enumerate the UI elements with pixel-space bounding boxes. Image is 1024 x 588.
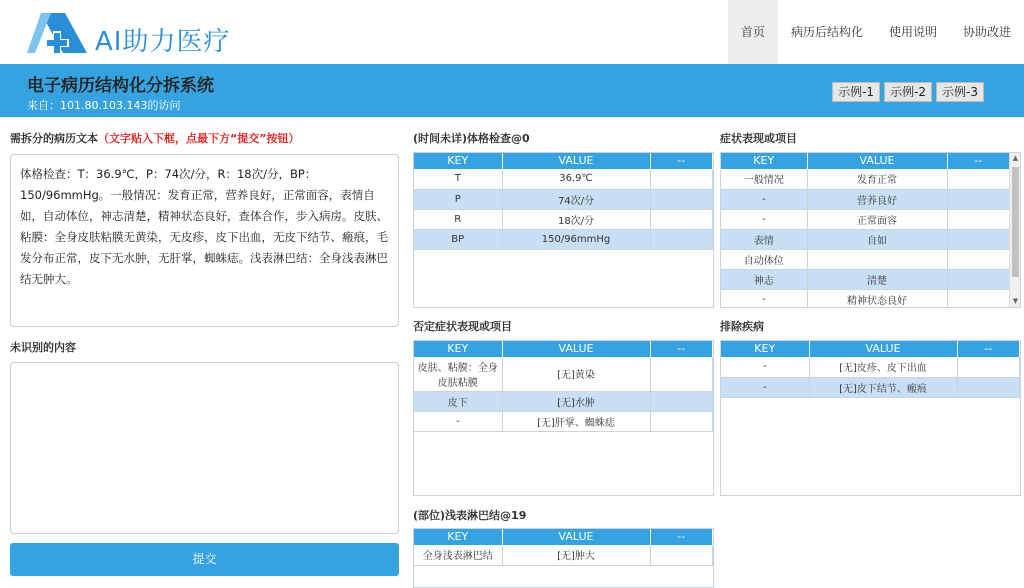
submit-button[interactable]: 提交 <box>10 543 399 576</box>
example-1-button[interactable]: 示例-1 <box>832 82 880 102</box>
symptoms-table-panel <box>720 152 1021 308</box>
value-column-header: VALUE <box>502 529 650 545</box>
row-key: 表情 <box>721 229 807 249</box>
row-extra <box>650 357 713 391</box>
top-navbar <box>0 0 1024 64</box>
exam-table-panel <box>413 152 714 308</box>
example-buttons <box>832 82 984 102</box>
negative-table-title: 否定症状表现或项目 <box>413 320 512 333</box>
unrecognized-content[interactable] <box>11 363 398 381</box>
row-value: 74次/分 <box>502 189 650 209</box>
row-key: - <box>721 357 809 377</box>
example-3-button[interactable]: 示例-3 <box>936 82 984 102</box>
lymph-table <box>414 529 713 566</box>
table-row <box>414 357 713 391</box>
nav-item-home[interactable]: 首页 <box>728 0 778 64</box>
row-key: - <box>414 411 502 431</box>
row-key: 一般情况 <box>721 169 807 189</box>
row-extra <box>957 357 1020 377</box>
lymph-table-panel <box>413 528 714 588</box>
row-extra <box>957 377 1020 397</box>
row-value <box>807 249 947 269</box>
excluded-table <box>721 341 1020 398</box>
row-extra <box>650 411 713 431</box>
row-key: 自动体位 <box>721 249 807 269</box>
row-extra <box>947 209 1010 229</box>
table-row <box>414 189 713 209</box>
row-extra <box>650 545 713 565</box>
key-column-header: KEY <box>414 341 502 357</box>
row-key: 皮下 <box>414 391 502 411</box>
excluded-table-panel <box>720 340 1021 496</box>
unrecognized-textarea[interactable] <box>10 362 399 534</box>
scroll-thumb[interactable] <box>1012 167 1019 277</box>
header-banner <box>0 64 1024 117</box>
row-extra <box>650 169 713 189</box>
table-row <box>721 377 1020 397</box>
symptoms-scrollbar[interactable] <box>1009 153 1020 307</box>
row-extra <box>650 229 713 249</box>
row-extra <box>947 289 1010 308</box>
row-extra <box>947 249 1010 269</box>
visitor-ip-text: 来自：101.80.103.143的访问 <box>27 99 181 112</box>
row-value: 发育正常 <box>807 169 947 189</box>
nav-item-help[interactable]: 使用说明 <box>888 25 937 39</box>
row-extra <box>650 391 713 411</box>
symptoms-table <box>721 153 1010 308</box>
medical-text-input[interactable] <box>10 154 399 327</box>
key-column-header: KEY <box>721 341 809 357</box>
table-row <box>721 289 1010 308</box>
page-title: 电子病历结构化分拆系统 <box>27 76 214 96</box>
row-key: R <box>414 209 502 229</box>
row-value: 自如 <box>807 229 947 249</box>
value-column-header: VALUE <box>807 153 947 169</box>
negative-table <box>414 341 713 432</box>
value-column-header: VALUE <box>809 341 957 357</box>
input-hint: （文字贴入下框，点最下方“提交”按钮） <box>98 132 300 145</box>
table-row <box>414 391 713 411</box>
input-label-text: 需拆分的病历文本 <box>10 132 98 145</box>
scroll-up-arrow-icon[interactable]: ▲ <box>1012 154 1019 162</box>
row-key: BP <box>414 229 502 249</box>
nav-item-structuring[interactable]: 病历后结构化 <box>790 25 863 39</box>
row-extra <box>947 269 1010 289</box>
extra-column-header: -- <box>947 153 1010 169</box>
row-extra <box>650 189 713 209</box>
table-header-row <box>414 153 713 169</box>
table-row <box>721 357 1020 377</box>
unrecognized-label: 未识别的内容 <box>10 341 76 354</box>
input-label <box>10 130 299 146</box>
brand-name: AI助力医疗 <box>95 27 231 57</box>
exam-table <box>414 153 713 250</box>
row-key: - <box>721 209 807 229</box>
row-extra <box>947 189 1010 209</box>
row-value: [无]皮下结节、瘢痕 <box>809 377 957 397</box>
medical-cross-logo-icon <box>27 13 91 53</box>
table-row <box>414 209 713 229</box>
symptoms-table-title: 症状表现或项目 <box>720 132 797 145</box>
row-key: P <box>414 189 502 209</box>
row-value: 36.9℃ <box>502 169 650 189</box>
example-2-button[interactable]: 示例-2 <box>884 82 932 102</box>
row-key: 皮肤、粘膜：全身皮肤粘膜 <box>414 357 502 391</box>
key-column-header: KEY <box>414 529 502 545</box>
table-row <box>721 209 1010 229</box>
row-value: 18次/分 <box>502 209 650 229</box>
table-header-row <box>414 341 713 357</box>
row-value: [无]肿大 <box>502 545 650 565</box>
row-value: [无]皮疹、皮下出血 <box>809 357 957 377</box>
row-extra <box>650 209 713 229</box>
table-row <box>414 545 713 565</box>
table-row <box>721 229 1010 249</box>
lymph-table-title: (部位)浅表淋巴结@19 <box>413 509 527 522</box>
brand-logo[interactable] <box>27 13 231 57</box>
row-value: 精神状态良好 <box>807 289 947 308</box>
row-key: - <box>721 189 807 209</box>
table-row <box>721 189 1010 209</box>
row-key: - <box>721 377 809 397</box>
table-row <box>721 269 1010 289</box>
negative-table-panel <box>413 340 714 496</box>
nav-item-contribute[interactable]: 协助改进 <box>962 25 1011 39</box>
table-row <box>721 169 1010 189</box>
scroll-down-arrow-icon[interactable]: ▼ <box>1012 297 1019 305</box>
extra-column-header: -- <box>957 341 1020 357</box>
exam-table-title: (时间未详)体格检查@0 <box>413 132 530 145</box>
row-value: 清楚 <box>807 269 947 289</box>
table-row <box>414 411 713 431</box>
table-header-row <box>721 341 1020 357</box>
row-key: T <box>414 169 502 189</box>
table-header-row <box>414 529 713 545</box>
table-row <box>721 249 1010 269</box>
row-value: 正常面容 <box>807 209 947 229</box>
extra-column-header: -- <box>650 341 713 357</box>
row-value: 营养良好 <box>807 189 947 209</box>
key-column-header: KEY <box>721 153 807 169</box>
extra-column-header: -- <box>650 153 713 169</box>
value-column-header: VALUE <box>502 153 650 169</box>
value-column-header: VALUE <box>502 341 650 357</box>
medical-text-content[interactable]: 体格检查：T：36.9℃，P：74次/分，R：18次/分，BP：150/96mmHg。一般情况：发育正常，营养良好，正常面容，表情自如，自动体位，神志清楚，精神状态良好，查体合作，步入病房。皮肤、粘膜：全身皮肤粘膜无黄染，无皮疹，皮下出血，无皮下结节、瘢痕，毛发分布正常，皮下无水肿，无肝掌，蜘蛛痣。浅表淋巴结：全身浅表淋巴结无肿大。 <box>20 167 388 286</box>
row-value: [无]水肿 <box>502 391 650 411</box>
table-row <box>414 229 713 249</box>
table-header-row <box>721 153 1010 169</box>
key-column-header: KEY <box>414 153 502 169</box>
row-value: [无]肝掌、蜘蛛痣 <box>502 411 650 431</box>
row-extra <box>947 169 1010 189</box>
row-value: [无]黄染 <box>502 357 650 391</box>
extra-column-header: -- <box>650 529 713 545</box>
row-key: 神志 <box>721 269 807 289</box>
row-value: 150/96mmHg <box>502 229 650 249</box>
row-key: - <box>721 289 807 308</box>
table-row <box>414 169 713 189</box>
excluded-table-title: 排除疾病 <box>720 320 764 333</box>
row-key: 全身浅表淋巴结 <box>414 545 502 565</box>
row-extra <box>947 229 1010 249</box>
main-nav <box>728 0 1024 64</box>
